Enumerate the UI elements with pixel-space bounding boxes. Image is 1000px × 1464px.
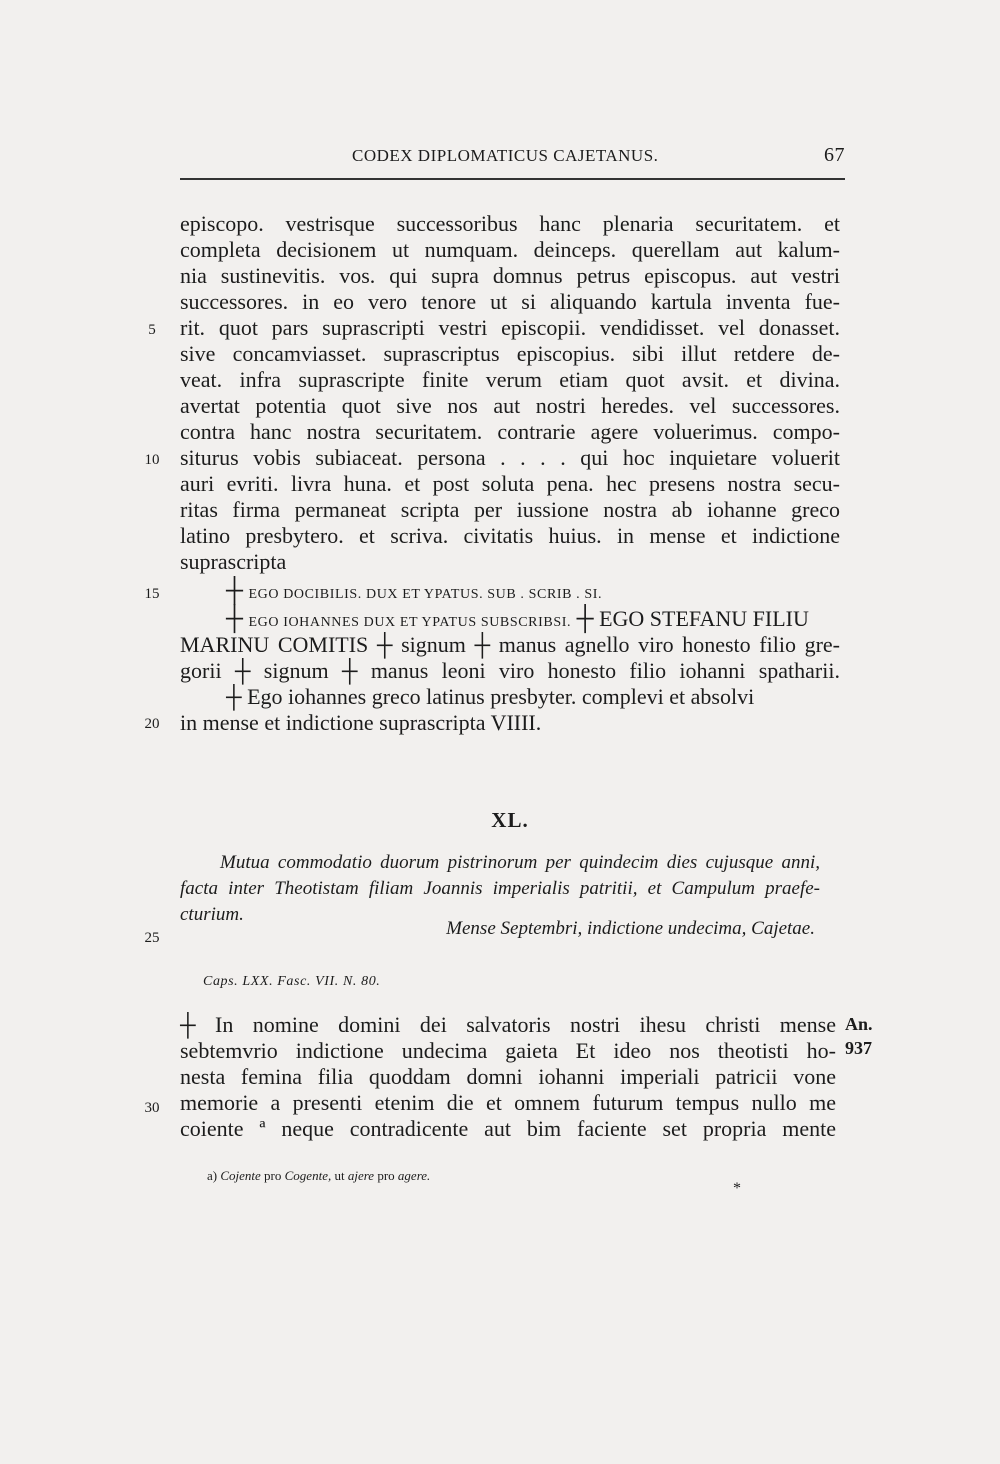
dateline: Mense Septembri, indictione undecima, Cajetae. [446,918,815,939]
signature-line: in mense et indictione suprascripta VIIII. [180,710,542,735]
text-line: contra hanc nostra securitatem. contrarie agere voluerimus. compo- [180,419,840,444]
cross-symbol: ┼ [226,578,244,604]
text-line: suprascripta [180,549,287,574]
summary-line: Mutua commodatio duorum pistrinorum per quindecim dies cujusque anni, [220,852,820,873]
signature-caps-text: EGO STEFANU FILIU [599,606,809,631]
summary-line: cturium. [180,904,244,925]
page-number: 67 [824,144,845,166]
signature-text: EGO DOCIBILIS. DUX ET YPATUS. SUB . SCRIB . SI. [248,587,603,602]
margin-year-label: An. [845,1014,873,1034]
footnote-word: ut [334,1168,345,1183]
text-line: sive concamviasset. suprascriptus episcopius. sibi illut retdere de- [180,341,840,366]
text-line: avertat potentia quot sive nos aut nostri heredes. vel successores. [180,393,840,418]
line-number: 20 [144,716,160,732]
footnote-marker: a) [207,1168,218,1183]
text-line: siturus vobis subiaceat. persona . . . . qui hoc inquietare voluerit [180,445,840,470]
signature-mark: * [733,1180,741,1197]
running-title: CODEX DIPLOMATICUS CAJETANUS. [352,146,659,165]
document-heading: XL. [491,808,529,832]
line-number: 10 [144,452,160,468]
text-line: nia sustinevitis. vos. qui supra domnus petrus episcopus. aut vestri [180,263,840,288]
text-line: rit. quot pars suprascripti vestri episcopii. vendidisset. vel donasset. [180,315,840,340]
summary-line: facta inter Theotistam filiam Joannis imperialis patritii, et Campulum praefe- [180,878,820,899]
signature-line [180,578,840,608]
text-line: successores. in eo vero tenore ut si aliquando kartula inventa fue- [180,289,840,314]
running-header [180,146,845,174]
text-line: ritas firma permaneat scripta per iussione nostra ab iohanne greco [180,497,840,522]
footnote-correction: Cogente, [284,1168,332,1183]
footnote [207,1168,430,1184]
text-line: memorie a presenti etenim die et omnem futurum tempus nullo me [180,1090,836,1115]
margin-year: 937 [845,1038,872,1058]
text-line: veat. infra suprascripte finite verum etiam quot avsit. et divina. [180,367,840,392]
header-rule [180,178,845,180]
signature-line: MARINU COMITIS ┼ signum ┼ manus agnello viro honesto filio gre- [180,632,840,657]
text-line: coiente ª neque contradicente aut bim faciente set propria mente [180,1116,836,1141]
signature-line: gorii ┼ signum ┼ manus leoni viro honesto filio iohanni spatharii. [180,658,840,683]
footnote-term: Cojente [220,1168,261,1183]
line-number: 5 [148,322,156,338]
footnote-word: pro [264,1168,282,1183]
text-line: sebtemvrio indictione undecima gaieta Et ideo nos theotisti ho- [180,1038,836,1063]
text-line: completa decisionem ut numquam. deinceps. querellam aut kalum- [180,237,840,262]
text-line: latino presbytero. et scriva. civitatis huius. in mense et indictione [180,523,840,548]
footnote-correction: agere. [397,1168,431,1183]
footnote-term: ajere [347,1168,375,1183]
archive-reference: Caps. LXX. Fasc. VII. N. 80. [203,974,381,989]
text-line: nesta femina filia quoddam domni iohanni imperiali patricii vone [180,1064,836,1089]
footnote-word: pro [377,1168,395,1183]
line-number: 15 [144,586,160,602]
text-line: ┼ In nomine domini dei salvatoris nostri ihesu christi mense [180,1012,836,1037]
signature-text: EGO IOHANNES DUX ET YPATUS SUBSCRIBSI. [248,615,572,630]
line-number: 30 [144,1100,160,1116]
text-line: episcopo. vestrisque successoribus hanc plenaria securitatem. et [180,211,840,236]
text-line: auri evriti. livra huna. et post soluta pena. hec presens nostra secu- [180,471,840,496]
cross-symbol: ┼ [226,606,244,632]
line-number: 25 [144,930,160,946]
cross-symbol: ┼ [576,606,594,632]
signature-line: ┼ Ego iohannes greco latinus presbyter. complevi et absolvi [226,684,755,709]
